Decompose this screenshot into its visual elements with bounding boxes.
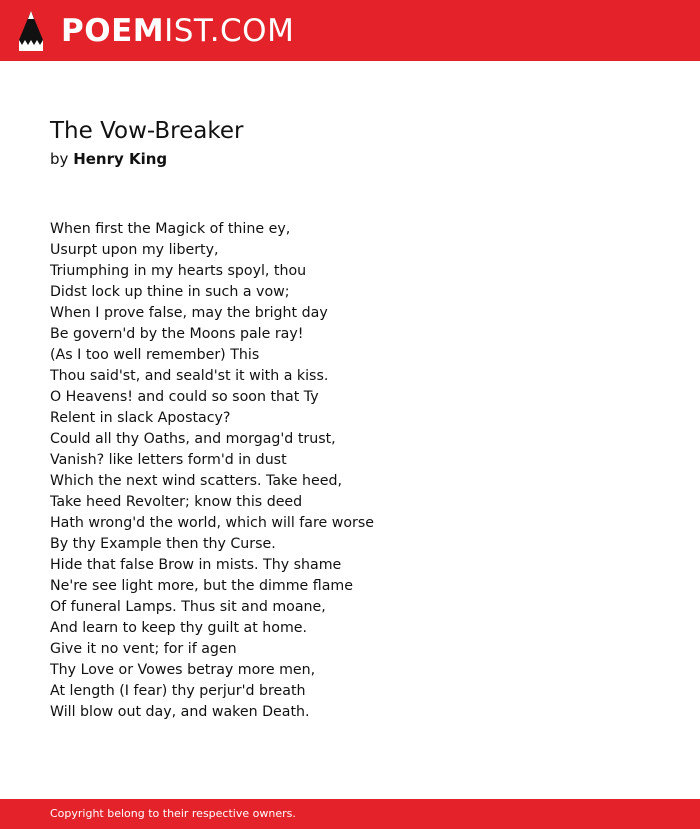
author-name: Henry King xyxy=(73,150,168,168)
poem-byline xyxy=(50,148,167,170)
poem-line: At length (I fear) thy perjur'd breath xyxy=(50,683,306,699)
poem-line: Thou said'st, and seald'st it with a kiss. xyxy=(50,368,329,384)
poem-line: Didst lock up thine in such a vow; xyxy=(50,284,290,300)
poem-line: Give it no vent; for if agen xyxy=(50,641,237,657)
poem-line: By thy Example then thy Curse. xyxy=(50,536,276,552)
poem-line: Vanish? like letters form'd in dust xyxy=(50,452,287,468)
poem-line: When I prove false, may the bright day xyxy=(50,305,328,321)
poem-line: Relent in slack Apostacy? xyxy=(50,410,231,426)
poem-line: Take heed Revolter; know this deed xyxy=(50,494,303,510)
poem-line: O Heavens! and could so soon that Ty xyxy=(50,389,319,405)
poem-body xyxy=(50,219,374,723)
poem-line: Be govern'd by the Moons pale ray! xyxy=(50,326,304,342)
poem-line: Thy Love or Vowes betray more men, xyxy=(50,662,316,678)
logo-light-text: IST.COM xyxy=(164,13,295,49)
site-header xyxy=(0,0,700,61)
poem-line: Hide that false Brow in mists. Thy shame xyxy=(50,557,342,573)
poem-line: Could all thy Oaths, and morgag'd trust, xyxy=(50,431,336,447)
poem-line: And learn to keep thy guilt at home. xyxy=(50,620,308,636)
pencil-tip-icon xyxy=(18,10,44,52)
by-label: by xyxy=(50,150,69,168)
site-logo[interactable] xyxy=(61,13,294,49)
poem-line: Triumphing in my hearts spoyl, thou xyxy=(50,263,307,279)
copyright-text: Copyright belong to their respective owners. xyxy=(50,807,296,820)
poem-line: Which the next wind scatters. Take heed, xyxy=(50,473,342,489)
poem-line: Hath wrong'd the world, which will fare worse xyxy=(50,515,374,531)
logo-bold-text: POEM xyxy=(61,13,165,49)
poem-line: Will blow out day, and waken Death. xyxy=(50,704,310,720)
poem-line: Usurpt upon my liberty, xyxy=(50,242,219,258)
poem-title: The Vow-Breaker xyxy=(50,118,244,144)
poem-line: (As I too well remember) This xyxy=(50,347,260,363)
poem-line: Ne're see light more, but the dimme flame xyxy=(50,578,353,594)
poem-line: When first the Magick of thine ey, xyxy=(50,221,291,237)
site-footer xyxy=(0,799,700,829)
poem-line: Of funeral Lamps. Thus sit and moane, xyxy=(50,599,326,615)
